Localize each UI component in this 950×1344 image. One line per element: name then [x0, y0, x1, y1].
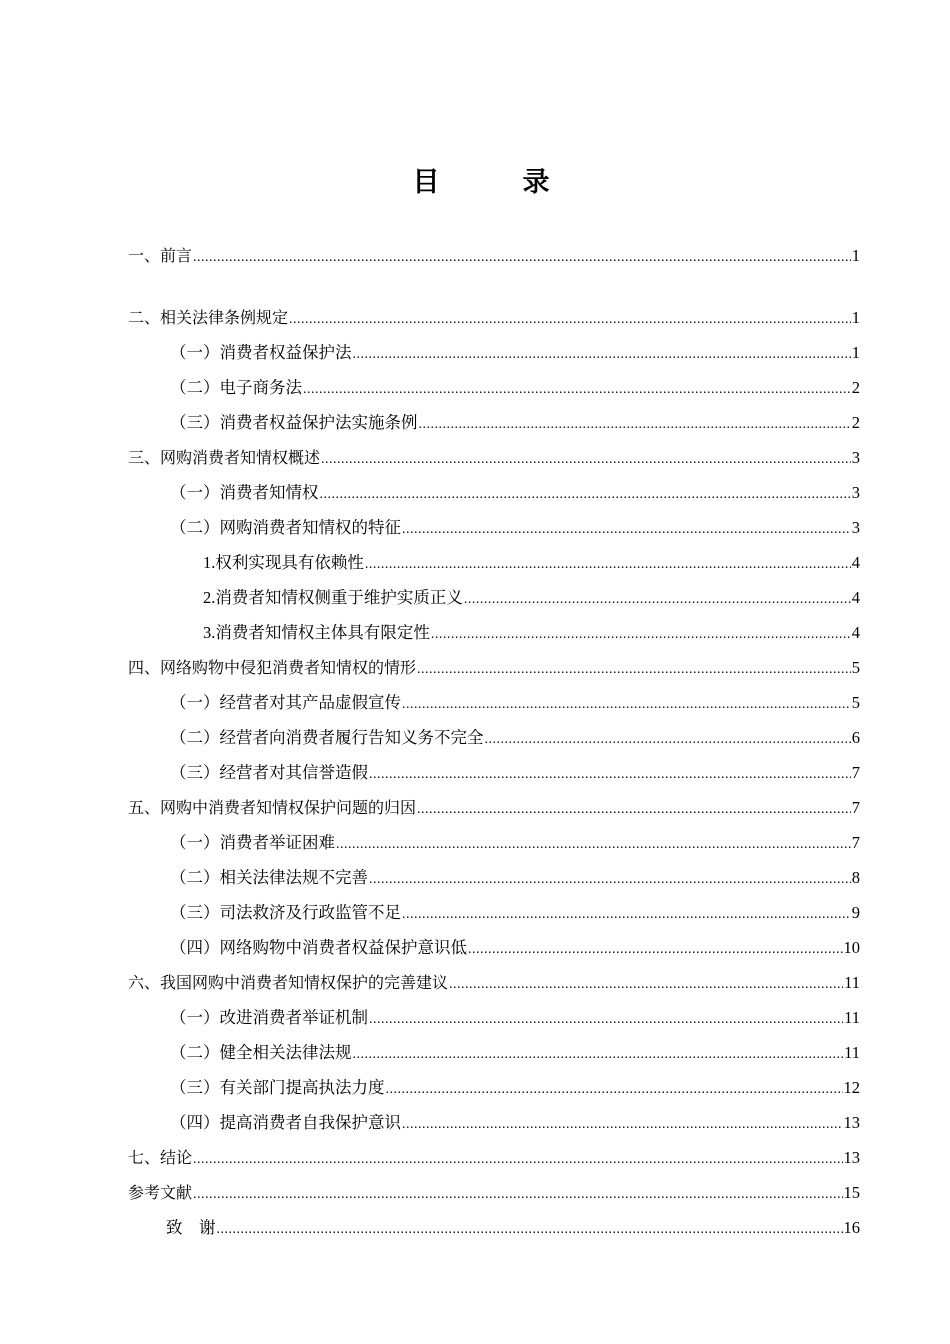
toc-entry-title: （三）经营者对其信誉造假: [170, 763, 368, 782]
toc-entry-title: 3.消费者知情权主体具有限定性: [203, 623, 430, 642]
toc-leader-dots: [419, 412, 851, 438]
toc-page-number: 3: [851, 518, 860, 537]
toc-entry[interactable]: [128, 760, 860, 786]
toc-page-number: 8: [851, 868, 860, 887]
toc-entry-title: 四、网络购物中侵犯消费者知情权的情形: [128, 658, 417, 677]
toc-page-number: 11: [844, 1008, 860, 1027]
toc-entry[interactable]: [128, 620, 860, 646]
toc-page-number: 4: [851, 553, 860, 572]
toc-page-number: 6: [851, 728, 860, 747]
toc-entry-title: 2.消费者知情权侧重于维护实质正义: [203, 588, 463, 607]
toc-page-number: 9: [851, 903, 860, 922]
toc-entry-title: （三）有关部门提高执法力度: [170, 1078, 385, 1097]
toc-entry-title: （一）消费者权益保护法: [170, 343, 352, 362]
toc-entry-title: 三、网购消费者知情权概述: [128, 448, 321, 467]
toc-entry[interactable]: [128, 655, 860, 681]
toc-entry-title: （一）消费者知情权: [170, 483, 319, 502]
toc-page-number: 7: [851, 798, 860, 817]
toc-entry[interactable]: [128, 830, 860, 856]
toc-page-number: 5: [851, 693, 860, 712]
toc-page-number: 11: [844, 973, 860, 992]
toc-entry[interactable]: [128, 1215, 860, 1241]
toc-page-number: 5: [851, 658, 860, 677]
toc-leader-dots: [365, 552, 851, 578]
toc-entry-title: （四）提高消费者自我保护意识: [170, 1113, 401, 1132]
toc-leader-dots: [369, 1007, 843, 1033]
toc-entry-title: 一、前言: [128, 246, 193, 265]
toc-entry-title: （二）网购消费者知情权的特征: [170, 518, 401, 537]
toc-entry[interactable]: [128, 1145, 860, 1171]
toc-leader-dots: [431, 622, 851, 648]
toc-leader-dots: [464, 587, 851, 613]
toc-entry[interactable]: [128, 445, 860, 471]
toc-entry[interactable]: [128, 795, 860, 821]
toc-entry[interactable]: [128, 585, 860, 611]
toc-entry-title: 七、结论: [128, 1148, 193, 1167]
toc-entry[interactable]: [128, 550, 860, 576]
toc-leader-dots: [369, 762, 851, 788]
toc-page-number: 2: [851, 378, 860, 397]
toc-page-number: 10: [843, 938, 860, 957]
toc-page-number: 7: [851, 833, 860, 852]
toc-entry-title: 六、我国网购中消费者知情权保护的完善建议: [128, 973, 449, 992]
toc-leader-dots: [417, 797, 851, 823]
toc-leader-dots: [485, 727, 851, 753]
toc-page-number: 2: [851, 413, 860, 432]
toc-leader-dots: [353, 1042, 844, 1068]
toc-leader-dots: [417, 657, 851, 683]
toc-entry[interactable]: [128, 1180, 860, 1206]
toc-page-number: 1: [851, 343, 860, 362]
toc-leader-dots: [402, 902, 851, 928]
toc-page-number: 15: [843, 1183, 860, 1202]
toc-entry[interactable]: [128, 1040, 860, 1066]
toc-page-number: 13: [843, 1148, 860, 1167]
toc-entry-title: 五、网购中消费者知情权保护问题的归因: [128, 798, 417, 817]
toc-entry[interactable]: [128, 1075, 860, 1101]
toc-leader-dots: [289, 307, 851, 333]
toc-entry-title: （三）司法救济及行政监管不足: [170, 903, 401, 922]
toc-leader-dots: [402, 1112, 843, 1138]
toc-entry-title: 1.权利实现具有依赖性: [203, 553, 364, 572]
toc-entry[interactable]: [128, 970, 860, 996]
toc-leader-dots: [217, 1217, 843, 1243]
toc-entry-title: 二、相关法律条例规定: [128, 308, 289, 327]
toc-entry-title: （四）网络购物中消费者权益保护意识低: [170, 938, 467, 957]
toc-entry[interactable]: [128, 1110, 860, 1136]
toc-entry-title: （二）健全相关法律法规: [170, 1043, 352, 1062]
toc-page-number: 3: [851, 483, 860, 502]
toc-entry[interactable]: [128, 305, 860, 331]
toc-entry[interactable]: [128, 515, 860, 541]
toc-leader-dots: [402, 517, 851, 543]
toc-leader-dots: [336, 832, 851, 858]
toc-entry[interactable]: [128, 935, 860, 961]
toc-leader-dots: [369, 867, 851, 893]
toc-entry[interactable]: [128, 1005, 860, 1031]
page-title: 目 录: [412, 167, 578, 198]
toc-entry[interactable]: [128, 243, 860, 269]
toc-leader-dots: [353, 342, 851, 368]
toc-page-number: 4: [851, 623, 860, 642]
toc-entry-title: 参考文献: [128, 1183, 193, 1202]
toc-leader-dots: [449, 972, 843, 998]
toc-entry[interactable]: [128, 690, 860, 716]
toc-leader-dots: [402, 692, 851, 718]
toc-entry-title: （一）经营者对其产品虚假宣传: [170, 693, 401, 712]
toc-page-number: 1: [851, 246, 860, 265]
toc-leader-dots: [193, 245, 851, 271]
toc-page-number: 11: [844, 1043, 860, 1062]
toc-entry-title: （一）改进消费者举证机制: [170, 1008, 368, 1027]
toc-page-number: 7: [851, 763, 860, 782]
toc-entry[interactable]: [128, 900, 860, 926]
toc-leader-dots: [468, 937, 843, 963]
toc-entry[interactable]: [128, 725, 860, 751]
toc-leader-dots: [320, 482, 851, 508]
toc-entry[interactable]: [128, 865, 860, 891]
toc-page-number: 16: [843, 1218, 860, 1237]
toc-page-number: 12: [843, 1078, 860, 1097]
toc-entry[interactable]: [128, 480, 860, 506]
toc-entry-title: （三）消费者权益保护法实施条例: [170, 413, 418, 432]
toc-leader-dots: [193, 1182, 842, 1208]
toc-entry-title: （二）相关法律法规不完善: [170, 868, 368, 887]
toc-entry[interactable]: [128, 410, 860, 436]
toc-entry-title: 致 谢: [166, 1218, 216, 1237]
toc-entry[interactable]: [128, 375, 860, 401]
toc-entry-title: （二）经营者向消费者履行告知义务不完全: [170, 728, 484, 747]
toc-entry-title: （二）电子商务法: [170, 378, 302, 397]
toc-leader-dots: [321, 447, 851, 473]
toc-page-number: 3: [851, 448, 860, 467]
toc-entry[interactable]: [128, 340, 860, 366]
toc-leader-dots: [193, 1147, 842, 1173]
toc-leader-dots: [303, 377, 851, 403]
toc-page-number: 4: [851, 588, 860, 607]
toc-leader-dots: [386, 1077, 843, 1103]
toc-entry-title: （一）消费者举证困难: [170, 833, 335, 852]
toc-page-number: 13: [843, 1113, 860, 1132]
toc-page-number: 1: [851, 308, 860, 327]
